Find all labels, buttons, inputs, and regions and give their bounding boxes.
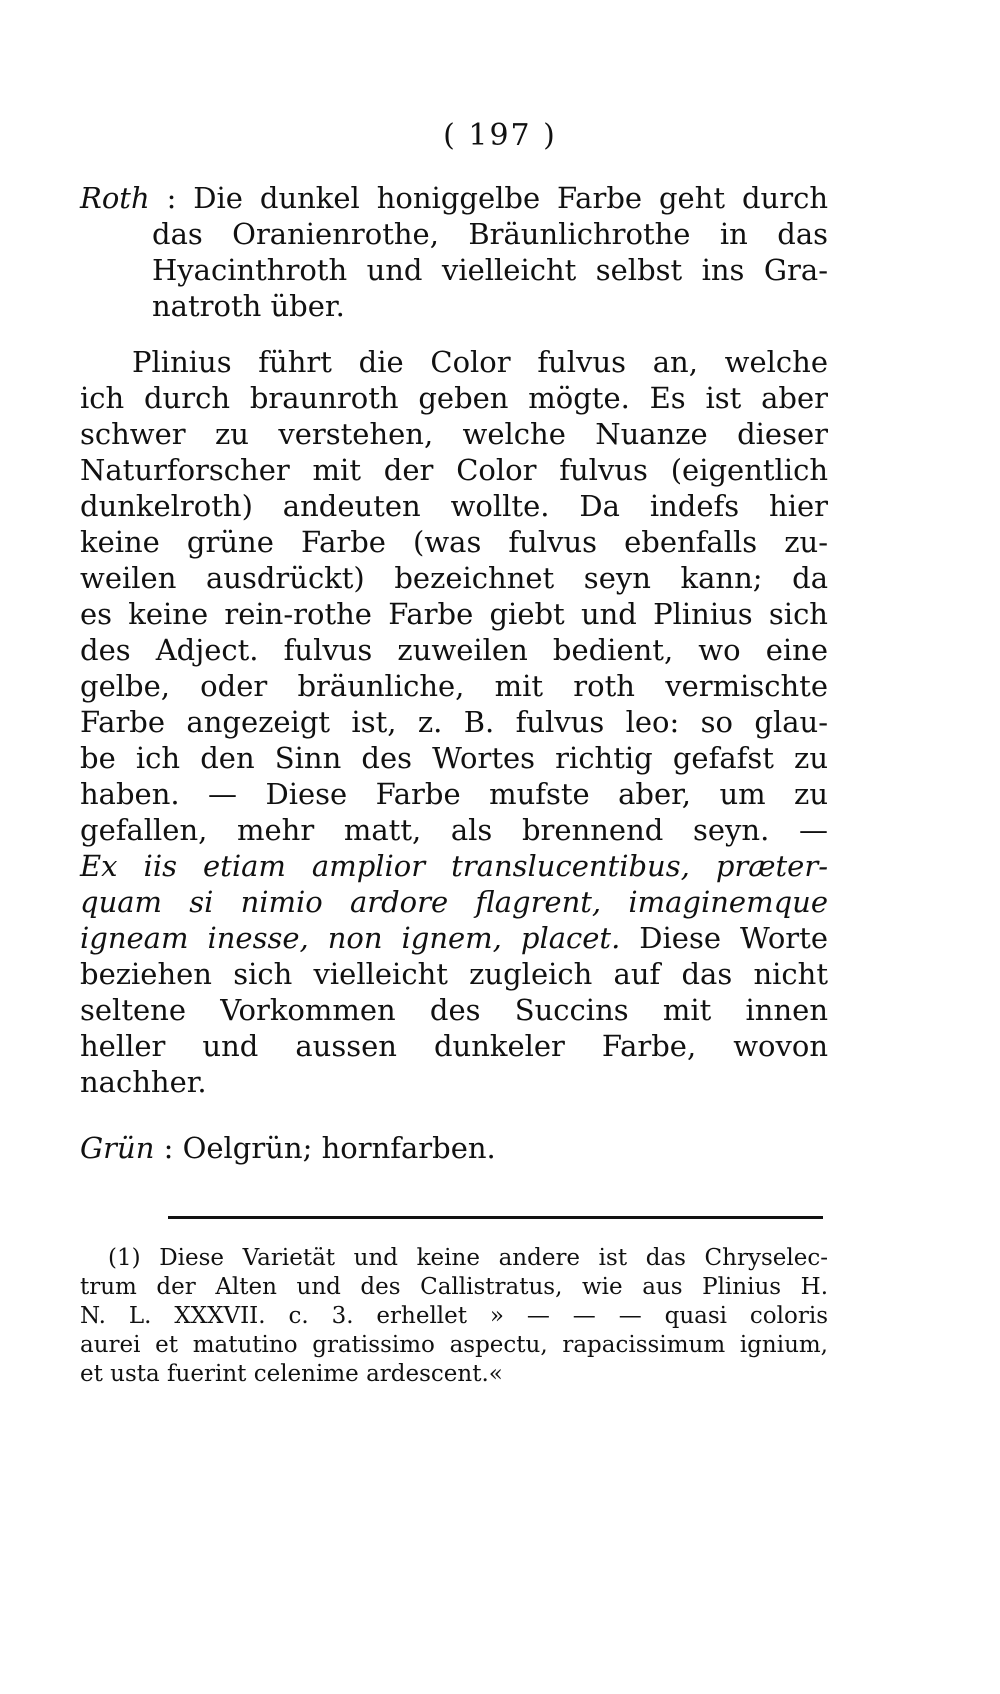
plinius-line-10: gelbe, oder bräunliche, mit roth vermischte bbox=[80, 669, 828, 703]
plinius-line-4: Naturforscher mit der Color fulvus (eigentlich bbox=[80, 453, 828, 487]
footnote-line-5: et usta fuerint celenime ardescent.« bbox=[80, 1361, 503, 1387]
plinius-line-20: heller und aussen dunkeler Farbe, wovon bbox=[80, 1029, 828, 1063]
footnote-line-1: (1) Diese Varietät und keine andere ist das Chryselec- bbox=[108, 1245, 828, 1271]
roth-line-2: das Oranienrothe, Bräunlichrothe in das bbox=[152, 217, 828, 251]
plinius-line-1 bbox=[80, 344, 828, 380]
plinius-line-8: es keine rein-rothe Farbe giebt und Plinius sich bbox=[80, 597, 828, 631]
plinius-line-2: ich durch braunroth geben mögte. Es ist aber bbox=[80, 381, 828, 415]
plinius-line-21: nachher. bbox=[80, 1065, 207, 1099]
plinius-line-5: dunkelroth) andeuten wollte. Da indefs hier bbox=[80, 489, 828, 523]
plinius-line-19: seltene Vorkommen des Succins mit innen bbox=[80, 993, 828, 1027]
roth-text-1: Die dunkel honiggelbe Farbe geht durch bbox=[193, 181, 828, 215]
plinius-line-17 bbox=[80, 920, 828, 956]
roth-line-4: natroth über. bbox=[152, 289, 345, 323]
plinius-line-18: beziehen sich vielleicht zugleich auf das nicht bbox=[80, 957, 828, 991]
gruen-text: : Oelgrün; hornfarben. bbox=[154, 1131, 496, 1165]
roth-line-1 bbox=[80, 180, 828, 216]
plinius-line-7: weilen ausdrückt) bezeichnet seyn kann; da bbox=[80, 561, 828, 595]
page-number: ( 197 ) bbox=[443, 118, 557, 153]
roth-separator: : bbox=[149, 181, 194, 215]
roth-line-3: Hyacinthroth und vielleicht selbst ins Gra- bbox=[152, 253, 828, 287]
plinius-line-6: keine grüne Farbe (was fulvus ebenfalls zu- bbox=[80, 525, 828, 559]
footnote-line-3: N. L. XXXVII. c. 3. erhellet » — — — quasi coloris bbox=[80, 1303, 828, 1329]
plinius-text-17: Diese Worte bbox=[620, 921, 828, 955]
plinius-line-16 bbox=[80, 884, 828, 920]
footnote-line-4: aurei et matutino gratissimo aspectu, rapacissimum ignium, bbox=[80, 1332, 828, 1358]
gruen-line bbox=[80, 1130, 828, 1166]
latin-quote-1: Ex iis etiam amplior translucentibus, præter- bbox=[80, 849, 828, 883]
footnote-rule bbox=[168, 1216, 823, 1219]
footnote-line-2: trum der Alten und des Callistratus, wie aus Plinius H. bbox=[80, 1274, 828, 1300]
roth-label: Roth bbox=[80, 181, 150, 215]
latin-quote-2: quam si nimio ardore flagrent, imaginemque bbox=[80, 885, 828, 919]
plinius-line-9: des Adject. fulvus zuweilen bedient, wo eine bbox=[80, 633, 828, 667]
plinius-line-13: haben. — Diese Farbe mufste aber, um zu bbox=[80, 777, 828, 811]
plinius-line-12: be ich den Sinn des Wortes richtig gefafst zu bbox=[80, 741, 828, 775]
plinius-line-11: Farbe angezeigt ist, z. B. fulvus leo: so glau- bbox=[80, 705, 828, 739]
latin-quote-3: igneam inesse, non ignem, placet. bbox=[80, 921, 621, 955]
plinius-line-3: schwer zu verstehen, welche Nuanze dieser bbox=[80, 417, 828, 451]
plinius-line-15 bbox=[80, 848, 828, 884]
plinius-text-1: Plinius führt die Color fulvus an, welche bbox=[132, 345, 828, 379]
plinius-line-14: gefallen, mehr matt, als brennend seyn. — bbox=[80, 813, 828, 847]
gruen-label: Grün bbox=[80, 1131, 155, 1165]
